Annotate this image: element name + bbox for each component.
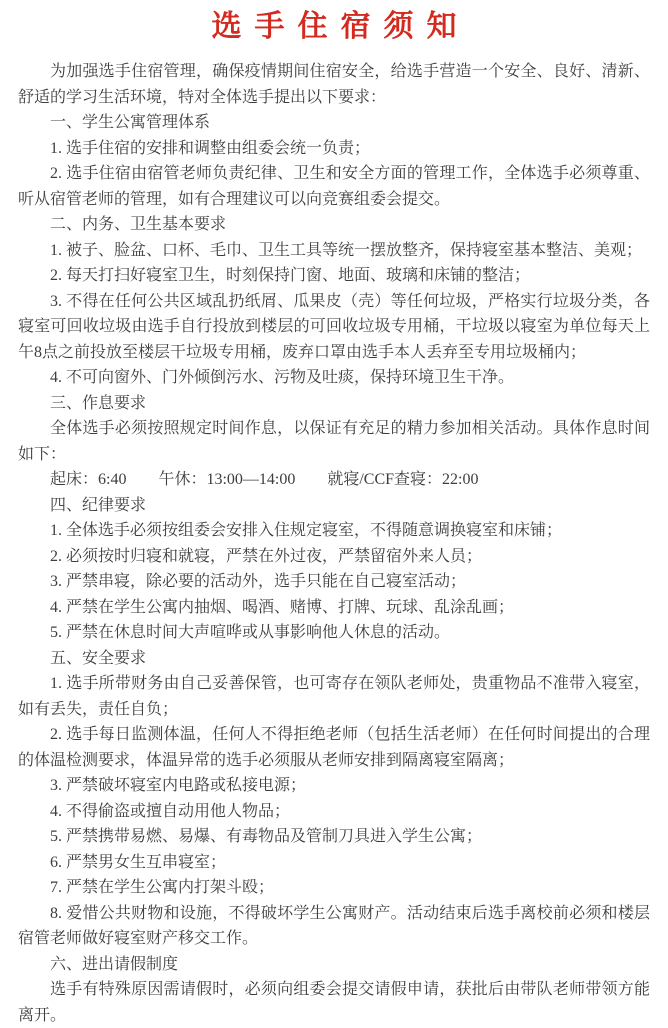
paragraph: 4. 严禁在学生公寓内抽烟、喝酒、赌博、打牌、玩球、乱涂乱画； bbox=[50, 598, 515, 616]
section-heading: 五、安全要求 bbox=[50, 649, 147, 667]
paragraph: 2. 选手住宿由宿管老师负责纪律、卫生和安全方面的管理工作，全体选手必须尊重、听从宿管老师的管理，如有合理建议可以向竞赛组委会提交。 bbox=[18, 165, 650, 208]
paragraph: 6. 严禁男女生互串寝室； bbox=[50, 853, 227, 871]
paragraph: 3. 严禁破坏寝室内电路或私接电源； bbox=[50, 777, 307, 794]
paragraph: 5. 严禁在休息时间大声喧哗或从事影响他人休息的活动。 bbox=[50, 624, 451, 641]
paragraph: 2. 每天打扫好寝室卫生，时刻保持门窗、地面、玻璃和床铺的整洁； bbox=[50, 267, 531, 284]
paragraph: 4. 不得偷盗或擅自动用他人物品； bbox=[50, 802, 291, 820]
paragraph: 2. 选手每日监测体温，任何人不得拒绝老师（包括生活老师）在任何时间提出的合理的体温检测要求，体温异常的选手必须服从老师安排到隔离寝室隔离； bbox=[18, 726, 650, 769]
paragraph: 1. 全体选手必须按组委会安排入住规定寝室，不得随意调换寝室和床铺； bbox=[50, 522, 563, 539]
paragraph: 2. 必须按时归寝和就寝，严禁在外过夜，严禁留宿外来人员； bbox=[50, 547, 483, 565]
paragraph: 8. 爱惜公共财物和设施，不得破坏学生公寓财产。活动结束后选手离校前必须和楼层宿管老师做好寝室财产移交工作。 bbox=[18, 904, 650, 947]
paragraph: 3. 不得在任何公共区域乱扔纸屑、瓜果皮（壳）等任何垃圾，严格实行垃圾分类，各寝室可回收垃圾由选手自行投放到楼层的可回收垃圾专用桶，干垃圾以寝室为单位每天上午8点之前投放至楼层干垃圾专用桶，废弃口罩由选手本人丢弃至专用垃圾桶内； bbox=[18, 292, 650, 361]
paragraph: 7. 严禁在学生公寓内打架斗殴； bbox=[50, 879, 275, 896]
section-heading: 二、内务、卫生基本要求 bbox=[50, 216, 227, 233]
paragraph: 1. 选手住宿的安排和调整由组委会统一负责； bbox=[50, 139, 371, 157]
section-heading: 四、纪律要求 bbox=[50, 496, 147, 514]
document-title: 选手住宿须知 bbox=[211, 10, 470, 43]
paragraph: 3. 严禁串寝，除必要的活动外，选手只能在自己寝室活动； bbox=[50, 573, 467, 590]
document-sections bbox=[18, 110, 650, 1028]
intro-paragraph: 为加强选手住宿管理，确保疫情期间住宿安全，给选手营造一个安全、良好、清新、舒适的学习生活环境，特对全体选手提出以下要求： bbox=[18, 63, 650, 106]
section-heading: 六、进出请假制度 bbox=[50, 955, 179, 973]
paragraph: 选手有特殊原因需请假时，必须向组委会提交请假申请，获批后由带队老师带领方能离开。 bbox=[18, 981, 650, 1024]
paragraph: 1. 被子、脸盆、口杯、毛巾、卫生工具等统一摆放整齐，保持寝室基本整洁、美观； bbox=[50, 241, 643, 259]
section-heading: 三、作息要求 bbox=[50, 394, 147, 412]
paragraph: 1. 选手所带财务由自己妥善保管，也可寄存在领队老师处，贵重物品不准带入寝室，如有丢失，责任自负； bbox=[18, 675, 650, 718]
paragraph: 全体选手必须按照规定时间作息，以保证有充足的精力参加相关活动。具体作息时间如下： bbox=[18, 420, 650, 463]
paragraph: 5. 严禁携带易燃、易爆、有毒物品及管制刀具进入学生公寓； bbox=[50, 828, 483, 845]
paragraph: 起床：6:40 午休：13:00—14:00 就寝/CCF查寝：22:00 bbox=[50, 471, 479, 488]
paragraph: 4. 不可向窗外、门外倾倒污水、污物及吐痰，保持环境卫生干净。 bbox=[50, 369, 515, 386]
section-heading: 一、学生公寓管理体系 bbox=[50, 114, 211, 131]
